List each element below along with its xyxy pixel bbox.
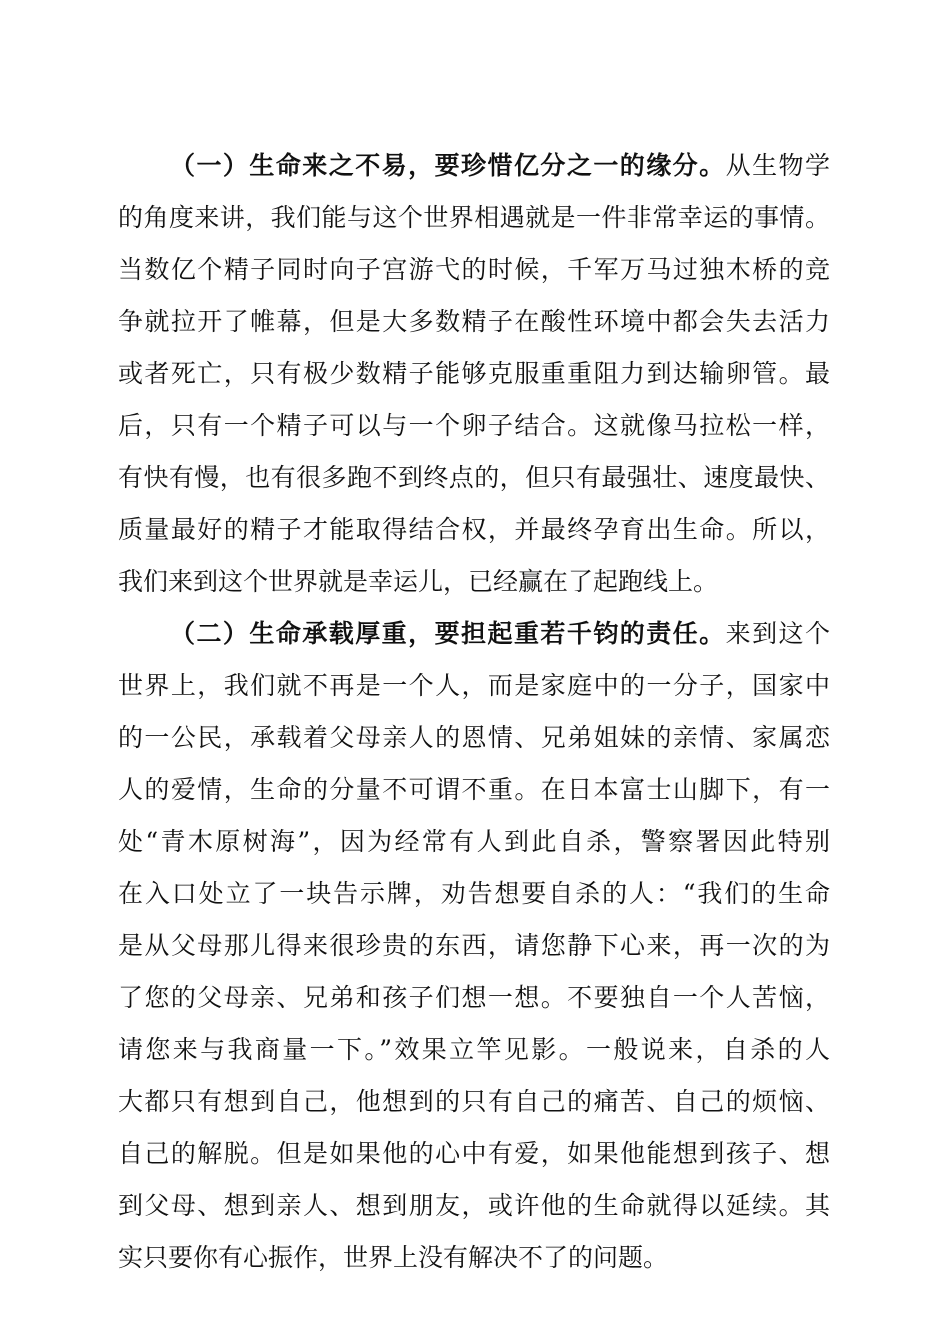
paragraph-heading: （一）生命来之不易，要珍惜亿分之一的缘分。 [170, 151, 726, 180]
paragraph-line: 自己的解脱。但是如果他的心中有爱，如果他能想到孩子、想 [118, 1139, 830, 1168]
paragraph-line: 有快有慢，也有很多跑不到终点的，但只有最强壮、速度最快、 [118, 463, 830, 492]
paragraph-text: 来到这个 [725, 619, 830, 648]
paragraph-line: 质量最好的精子才能取得结合权，并最终孕育出生命。所以， [118, 515, 830, 544]
paragraph-line: 世界上，我们就不再是一个人，而是家庭中的一分子，国家中 [118, 671, 830, 700]
paragraph-line: 或者死亡，只有极少数精子能够克服重重阻力到达输卵管。最 [118, 359, 830, 388]
paragraph-line: 争就拉开了帷幕，但是大多数精子在酸性环境中都会失去活力 [118, 307, 830, 336]
paragraph-line: 的一公民，承载着父母亲人的恩情、兄弟姐妹的亲情、家属恋 [118, 723, 830, 752]
paragraph-line: 大都只有想到自己，他想到的只有自己的痛苦、自己的烦恼、 [118, 1087, 830, 1116]
paragraph-line [118, 140, 830, 192]
paragraph-1 [118, 140, 830, 608]
paragraph-line: 在入口处立了一块告示牌，劝告想要自杀的人：“我们的生命 [118, 879, 830, 908]
paragraph-line: 的角度来讲，我们能与这个世界相遇就是一件非常幸运的事情。 [118, 203, 830, 232]
paragraph-line: 后，只有一个精子可以与一个卵子结合。这就像马拉松一样， [118, 411, 830, 440]
paragraph-line [118, 608, 830, 660]
paragraph-line: 当数亿个精子同时向子宫游弋的时候，千军万马过独木桥的竞 [118, 255, 830, 284]
paragraph-line: 请您来与我商量一下。”效果立竿见影。一般说来，自杀的人 [118, 1035, 830, 1064]
paragraph-line: 我们来到这个世界就是幸运儿，已经赢在了起跑线上。 [118, 567, 719, 596]
paragraph-line: 到父母、想到亲人、想到朋友，或许他的生命就得以延续。其 [118, 1191, 830, 1220]
paragraph-line: 处“青木原树海”，因为经常有人到此自杀，警察署因此特别 [118, 827, 830, 856]
paragraph-line: 是从父母那儿得来很珍贵的东西，请您静下心来，再一次的为 [118, 931, 830, 960]
paragraph-heading: （二）生命承载厚重，要担起重若千钧的责任。 [170, 619, 726, 648]
paragraph-line: 了您的父母亲、兄弟和孩子们想一想。不要独自一个人苦恼， [118, 983, 830, 1012]
paragraph-text: 从生物学 [725, 151, 830, 180]
body-text [118, 140, 830, 1284]
paragraph-line: 实只要你有心振作，世界上没有解决不了的问题。 [118, 1243, 669, 1272]
paragraph-line: 人的爱情，生命的分量不可谓不重。在日本富士山脚下，有一 [118, 775, 830, 804]
paragraph-2 [118, 608, 830, 1284]
